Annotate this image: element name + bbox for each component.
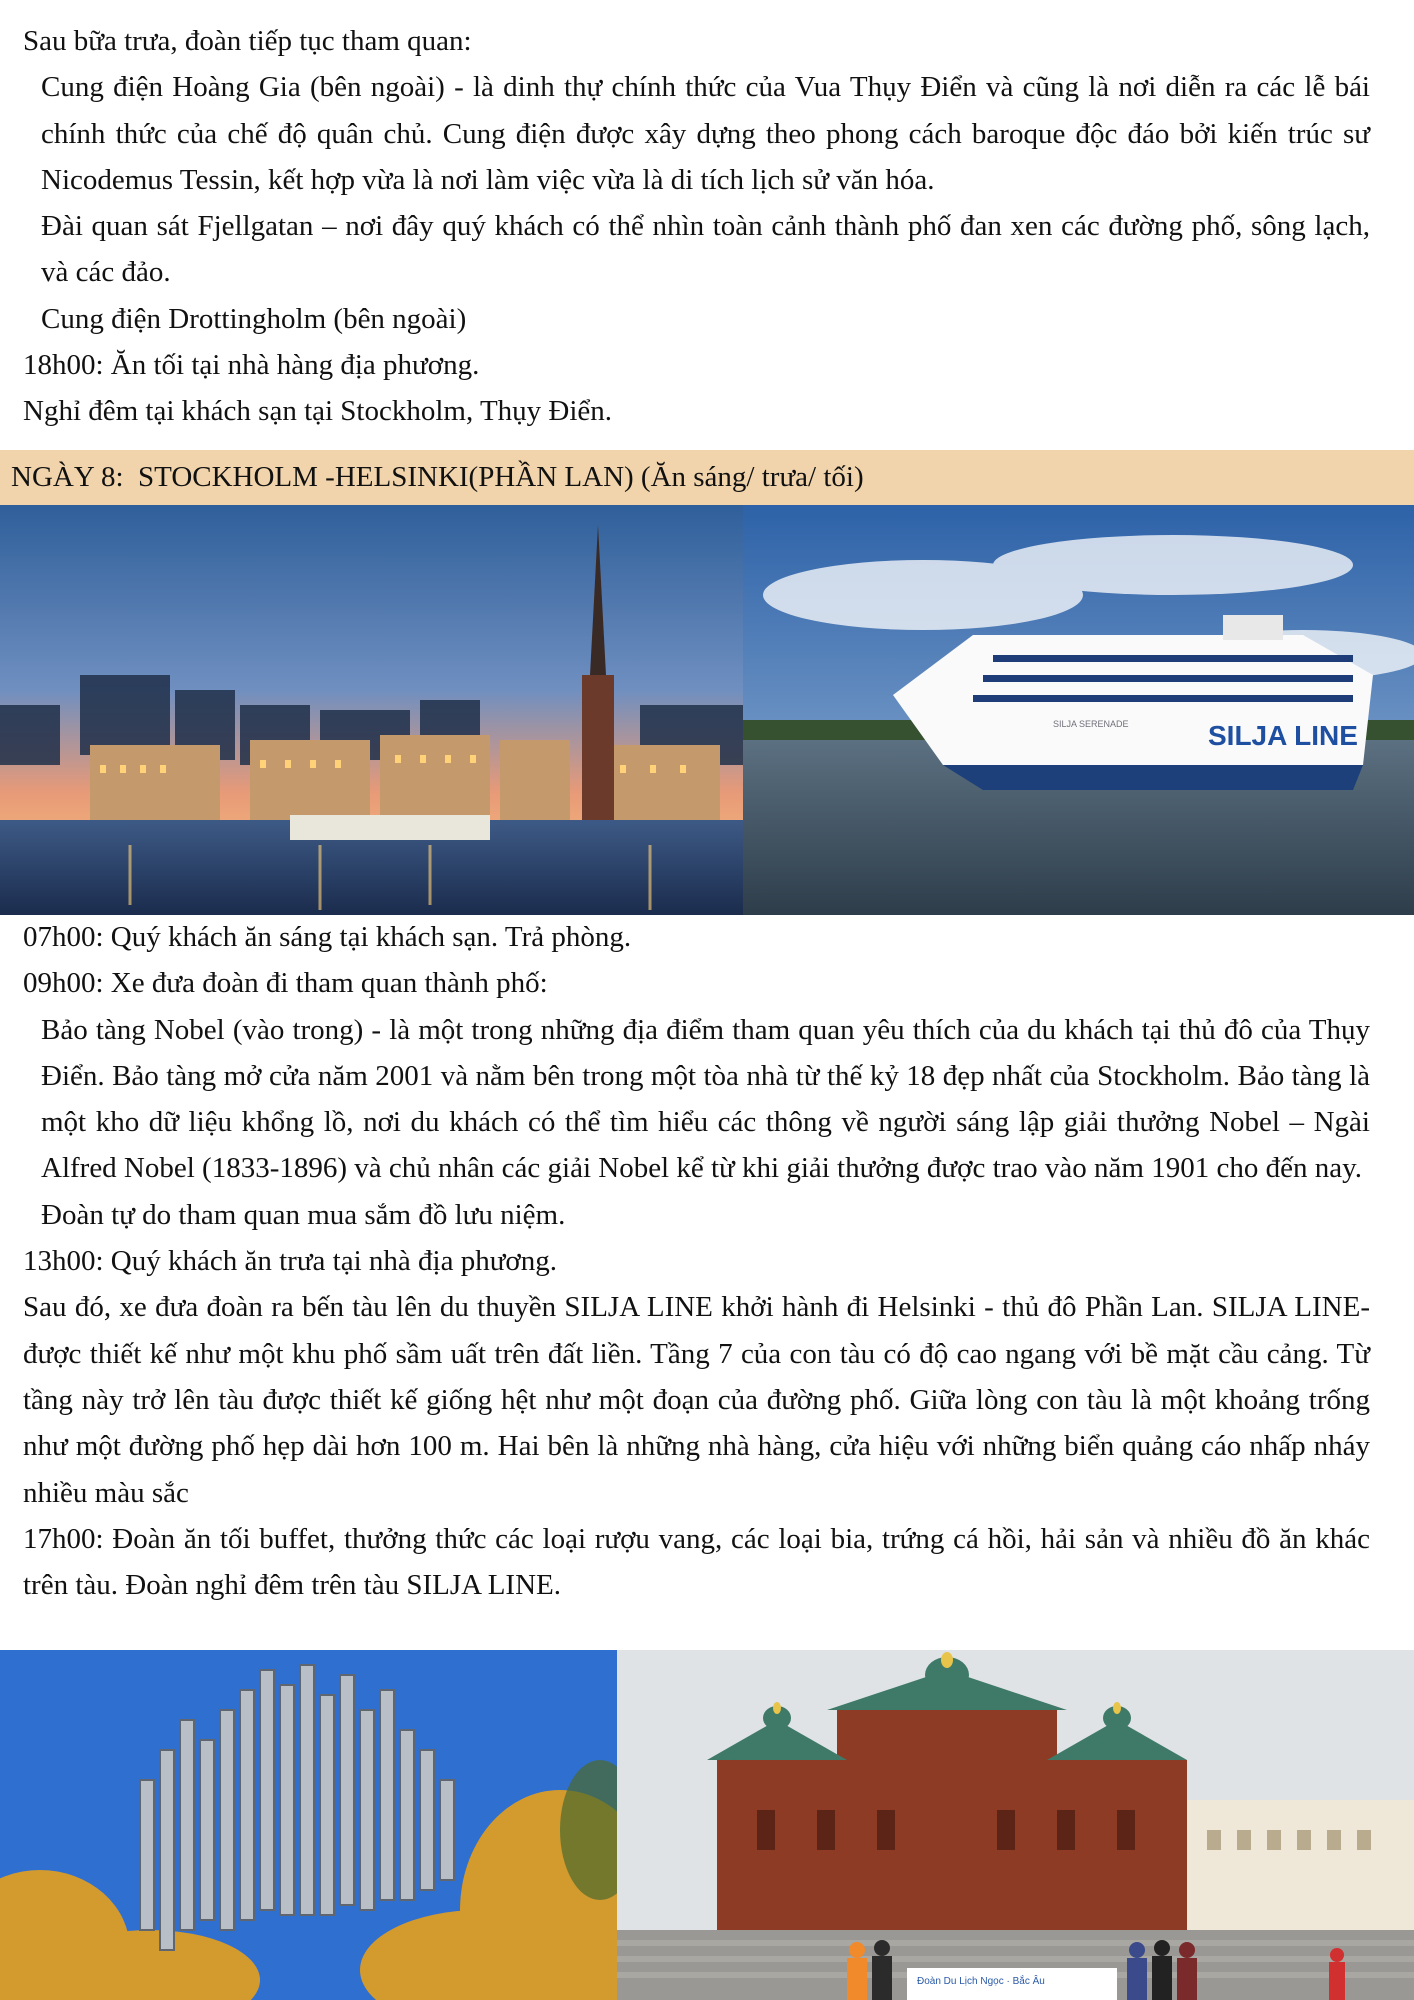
paragraph-drottningholm: Cung điện Drottingholm (bên ngoài) [41,302,467,335]
paragraph-royal-palace: Cung điện Hoàng Gia (bên ngoài) - là dinh thự chính thức của Vua Thụy Điển và cũng là nơi diễn ra các lễ bái chính thức của chế độ quân chủ. Cung điện được xây dựng theo phong cách baroque độc đáo bởi kiến trúc sư Nicodemus Tessin, kết hợp vừa là nơi làm việc vừa là di tích lịch sử văn hóa. [41,71,1370,196]
paragraph-breakfast: 07h00: Quý khách ăn sáng tại khách sạn. Trả phòng. [23,921,632,953]
paragraph-lunch: 13h00: Quý khách ăn trưa tại nhà địa phương. [23,1245,558,1278]
paragraph-city-tour: 09h00: Xe đưa đoàn đi tham quan thành phố: [23,967,548,1000]
paragraph-afternoon-intro: Sau bữa trưa, đoàn tiếp tục tham quan: [23,25,472,57]
ship-silja-line-logo: SILJA LINE [1208,720,1358,751]
silja-line-ship-photo [743,505,1414,915]
text-block-day8 [23,914,1370,1608]
paragraph-nobel-museum: Bảo tàng Nobel (vào trong) - là một trong những địa điểm tham quan yêu thích của du khách tại thủ đô của Thụy Điển. Bảo tàng mở cửa năm 2001 và nằm bên trong một tòa nhà từ thế kỷ 18 đẹp nhất của Stockholm. Bảo tàng là một kho dữ liệu khổng lồ, nơi du khách có thể tìm hiểu các thông về người sáng lập giải thưởng Nobel – Ngài Alfred Nobel (1833-1896) và chủ nhân các giải Nobel kể từ khi giải thưởng được trao vào năm 1901 cho đến nay. [41,1013,1370,1185]
uspenski-cathedral-group-photo [617,1650,1414,2000]
day-8-heading: NGÀY 8: STOCKHOLM -HELSINKI(PHẦN LAN) (Ăn sáng/ trưa/ tối) [0,450,1414,505]
paragraph-fjellgatan: Đài quan sát Fjellgatan – nơi đây quý khách có thể nhìn toàn cảnh thành phố đan xen các đường phố, sông lạch, và các đảo. [41,210,1370,289]
paragraph-dinner-on-board: 17h00: Đoàn ăn tối buffet, thưởng thức các loại rượu vang, các loại bia, trứng cá hồi, hải sản và nhiều đồ ăn khác trên tàu. Đoàn nghỉ đêm trên tàu SILJA LINE. [23,1522,1370,1602]
group-banner-title: Đoàn Du Lịch Ngọc · Bắc Âu [917,1976,1045,1987]
ship-name-lettering: SILJA SERENADE [1053,719,1129,729]
text-block-afternoon [23,18,1370,435]
paragraph-overnight: Nghỉ đêm tại khách sạn tại Stockholm, Thụy Điển. [23,395,613,428]
paragraph-souvenir-shopping: Đoàn tự do tham quan mua sắm đồ lưu niệm. [41,1198,566,1231]
paragraph-silja-line-cruise: Sau đó, xe đưa đoàn ra bến tàu lên du thuyền SILJA LINE khởi hành đi Helsinki - thủ đô Phần Lan. SILJA LINE- được thiết kế như một khu phố sầm uất trên đất liền. Tầng 7 của con tàu có độ cao ngang với bề mặt cầu cảng. Từ tầng này trở lên tàu được thiết kế giống hệt như một đoạn của đường phố. Giữa lòng con tàu là một khoảng trống như một đường phố hẹp dài hơn 100 m. Hai bên là những nhà hàng, cửa hiệu với những biển quảng cáo nhấp nháy nhiều màu sắc [23,1291,1370,1509]
paragraph-dinner: 18h00: Ăn tối tại nhà hàng địa phương. [23,349,480,382]
sibelius-monument-photo [0,1650,617,2000]
stockholm-dusk-photo [0,505,743,915]
